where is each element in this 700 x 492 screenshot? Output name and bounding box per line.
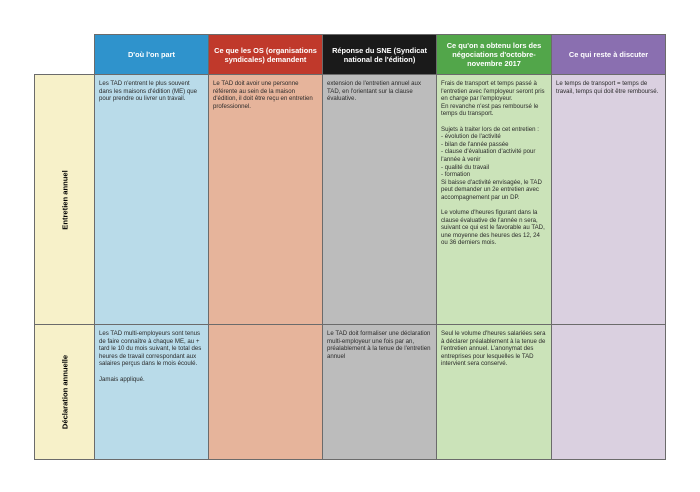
table-cell [209,325,323,460]
row-label-cell [35,325,95,460]
corner-cell [35,35,95,75]
header-to-discuss: Ce qui reste à discuter [552,35,666,75]
table-cell: Le TAD doit avoir une personne référente au sein de la maison d'édition, il doit être reçu en entretien professionnel. [209,75,323,325]
table-row [35,75,666,325]
table-cell: Le temps de transport = temps de travail, temps qui doit être remboursé. [552,75,666,325]
row-label: Entretien annuel [60,169,69,230]
comparison-table [34,34,666,460]
table-cell: Les TAD multi-employeurs sont tenus de faire connaître à chaque ME, au + tard le 10 du mois suivant, le total des heures de travail correspondant aux salaires perçus dans le mois écoulé. Jamais appliqué. [95,325,209,460]
header-starting-point: D'où l'on part [95,35,209,75]
row-label: Déclaration annuelle [60,354,69,430]
header-row [35,35,666,75]
table-cell: extension de l'entretien annuel aux TAD, en l'orientant sur la clause évaluative. [323,75,437,325]
comparison-table-wrapper [34,34,665,459]
header-obtained: Ce qu'on a obtenu lors des négociations d'octobre-novembre 2017 [437,35,552,75]
row-label-cell [35,75,95,325]
table-cell: Frais de transport et temps passé à l'entretien avec l'employeur seront pris en charge par l'employeur. En revanche n'est pas remboursé le temps du transport. Sujets à traiter lors de cet entretien : - évolution de l'activité - bilan de l'année passée - clause d'évaluation d'activité pour l'année à venir - qualité du travail - formation Si baisse d'activité envisagée, le TAD peut demander un 2e entretien avec accompagnement par un DP. Le volume d'heures figurant dans la clause évaluative de l'année n sera, suivant ce qui est le favorable au TAD, une moyenne des heures des 12, 24 ou 36 derniers mois. [437,75,552,325]
header-union-demands: Ce que les OS (organisations syndicales) demandent [209,35,323,75]
table-cell: Les TAD n'entrent le plus souvent dans les maisons d'édition (ME) que pour prendre ou livrer un travail. [95,75,209,325]
table-cell: Seul le volume d'heures salariées sera à déclarer préalablement à la tenue de l'entretien annuel. L'anonymat des entreprises pour lesquelles le TAD intervient sera conservé. [437,325,552,460]
header-sne-response: Réponse du SNE (Syndicat national de l'édition) [323,35,437,75]
table-cell [552,325,666,460]
table-row [35,325,666,460]
table-cell: Le TAD doit formaliser une déclaration multi-employeur une fois par an, préalablement à la tenue de l'entretien annuel [323,325,437,460]
